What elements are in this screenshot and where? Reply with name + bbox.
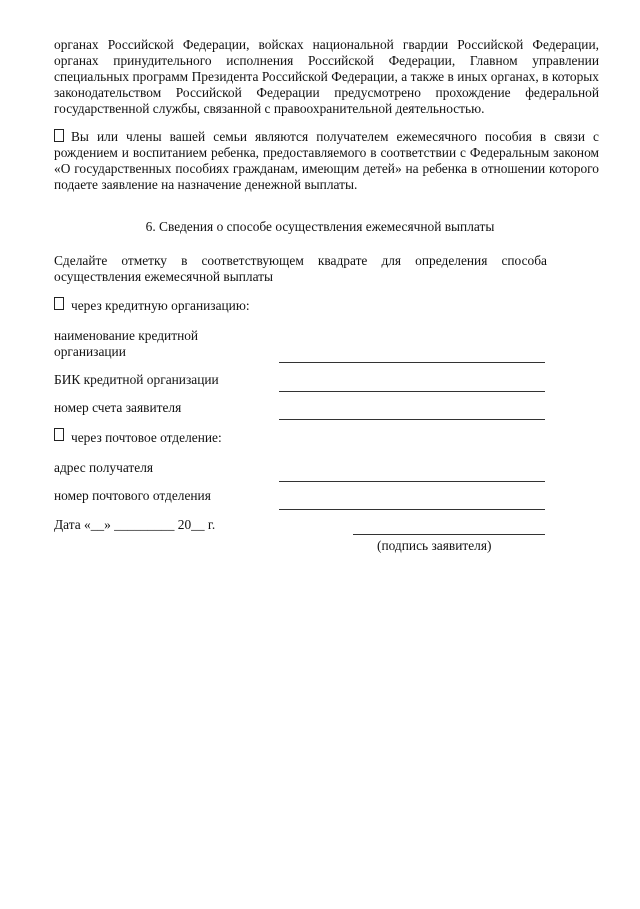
- signature-caption: (подпись заявителя): [377, 538, 492, 553]
- post-option-label: через почтовое отделение:: [71, 430, 222, 445]
- benefit-question-paragraph: Вы или члены вашей семьи являются получателем ежемесячного пособия в связи с рождением и воспитанием ребенка, предоставляемого в соответствии с Федеральным законом «О государственных пособиях гражданам, имеющим детей» на ребенка в отношении которого подаете заявление на назначение денежной выплаты.: [54, 129, 599, 192]
- bank-option-checkbox[interactable]: [54, 297, 64, 310]
- intro-paragraph: органах Российской Федерации, войсках национальной гвардии Российской Федерации, органах принудительного исполнения Российской Федерации, Главном управлении специальных программ Президента Российской Федерации, а также в иных органах, в которых законодательством Российской Федерации предусмотрено прохождение федеральной государственной службы, связанной с правоохранительной деятельностью.: [54, 37, 599, 116]
- post-office-number-label: номер почтового отделения: [54, 488, 211, 503]
- recipient-address-field[interactable]: [279, 481, 545, 482]
- account-number-field[interactable]: [279, 419, 545, 420]
- section-hint: Сделайте отметку в соответствующем квадрате для определения способа осуществления ежемесячной выплаты: [54, 253, 547, 284]
- post-office-number-field[interactable]: [279, 509, 545, 510]
- section-heading: 6. Сведения о способе осуществления ежемесячной выплаты: [145, 219, 495, 234]
- bik-field[interactable]: [279, 391, 545, 392]
- date-line[interactable]: Дата «__» _________ 20__ г.: [54, 517, 216, 532]
- account-number-label: номер счета заявителя: [54, 400, 182, 415]
- bik-label: БИК кредитной организации: [54, 372, 219, 387]
- bank-name-label: наименование кредитной организации: [54, 328, 199, 359]
- bank-name-field[interactable]: [279, 362, 545, 363]
- signature-field[interactable]: [353, 534, 545, 535]
- post-option-checkbox[interactable]: [54, 428, 64, 441]
- recipient-address-label: адрес получателя: [54, 460, 154, 475]
- bank-option-label: через кредитную организацию:: [71, 298, 250, 313]
